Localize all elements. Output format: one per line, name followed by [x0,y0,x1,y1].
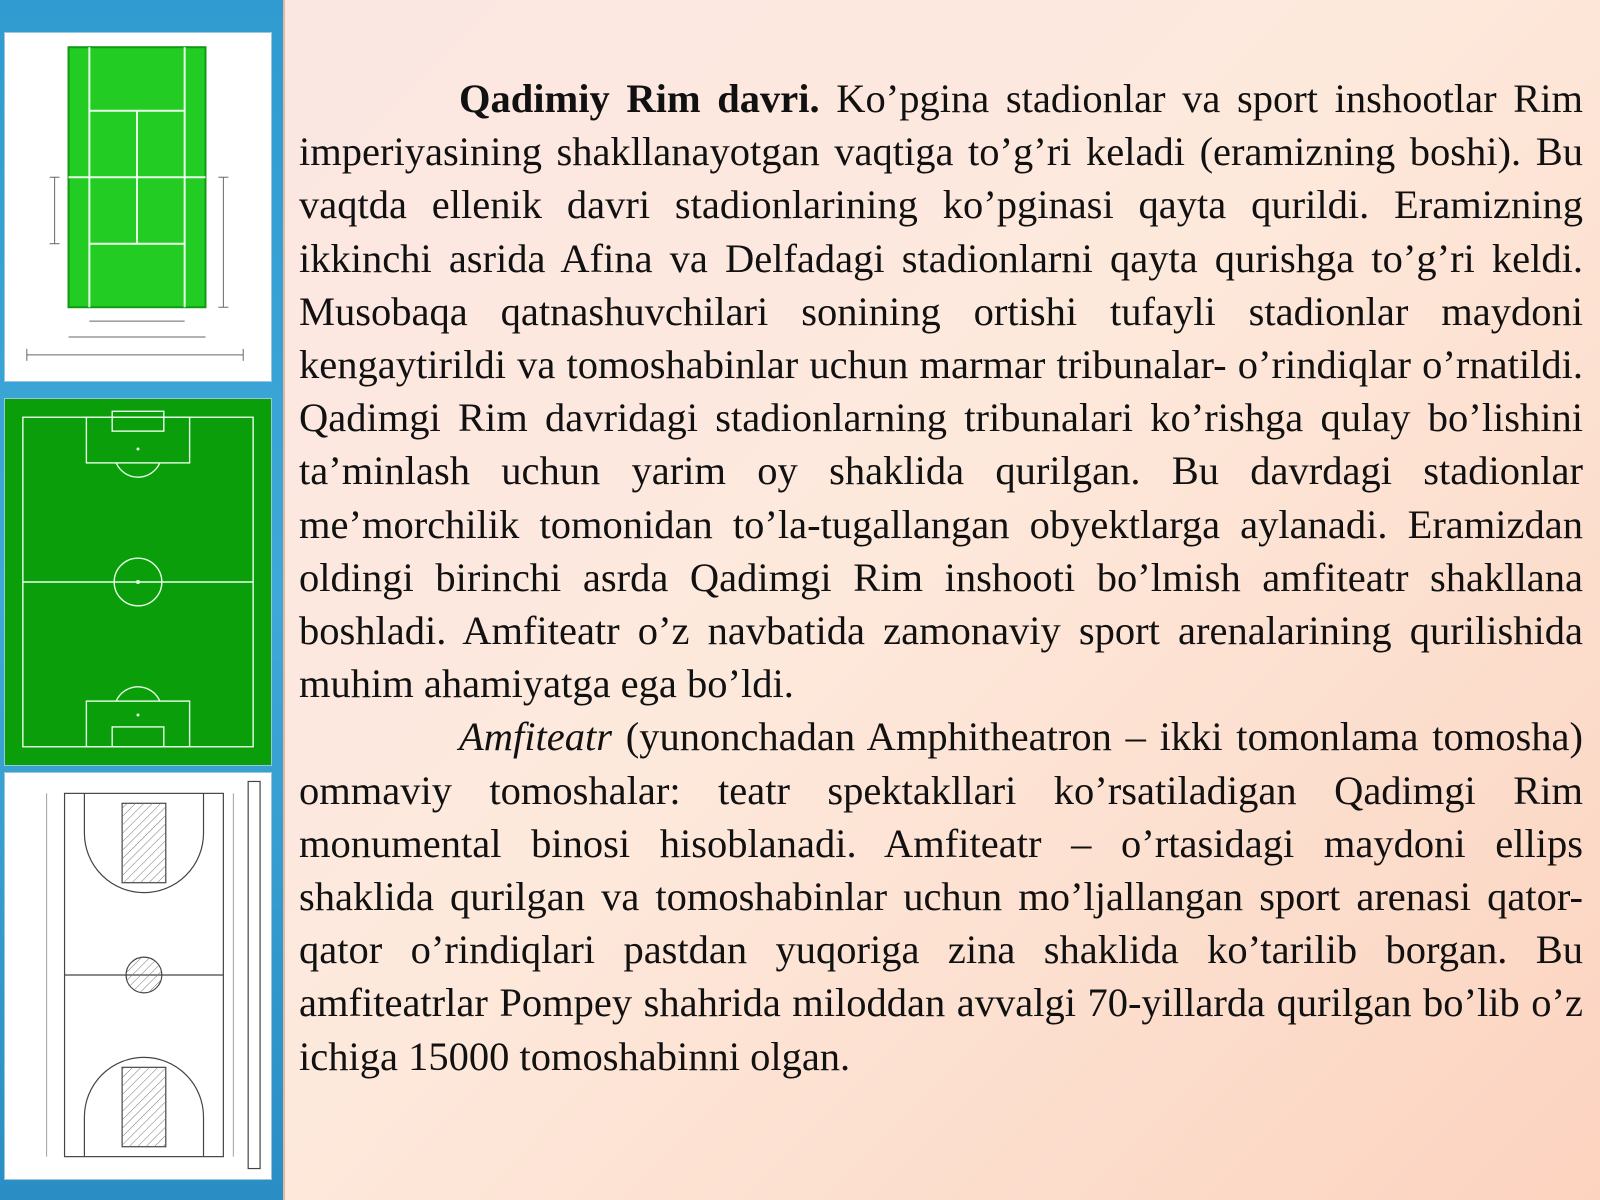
slide-text-block [299,72,1583,1083]
paragraph-roman-period [299,72,1583,710]
paragraph-roman-period-text: Ko’pgina stadionlar va sport inshootlar Rim imperiyasining shakllanayotgan vaqtiga to’g’ri keladi (eramizning boshi). Bu vaqtda ellenik davri stadionlarining ko’pginasi qayta qurildi. Eramizning ikkinchi asrida Afina va Delfadagi stadionlarni qayta qurishga to’g’ri keldi. Musobaqa qatnashuvchilari sonining ortishi tufayli stadionlar maydoni kengaytirildi va tomoshabinlar uchun marmar tribunalar- o’rindiqlar o’rnatildi. Qadimgi Rim davridagi stadionlarning tribunalari ko’rishga qulay bo’lishini ta’minlash uchun yarim oy shaklida qurilgan. Bu davrdagi stadionlar me’morchilik tomonidan to’la-tugallangan obyektlarga aylanadi. Eramizdan oldingi birinchi asrda Qadimgi Rim inshooti bo’lmish amfiteatr shakllana boshladi. Amfiteatr o’z navbatida zamonaviy sport arenalarining qurilishida muhim ahamiyatga ega bo’ldi. [299,76,1583,707]
paragraph-amphitheatre-text: (yunonchadan Amphitheatron – ikki tomonlama tomosha) ommaviy tomoshalar: teatr spektakllari ko’rsatiladigan Qadimgi Rim monumental binosi hisoblanadi. Amfiteatr – o’rtasidagi maydoni ellips shaklida qurilgan va tomoshabinlar uchun mo’ljallangan sport arenasi qator- qator o’rindiqlari pastdan yuqoriga zina shaklida ko’tarilib borgan. Bu amfiteatrlar Pompey shahrida miloddan avvalgi 70-yillarda qurilgan bo’lib o’z ichiga 15000 tomoshabinni olgan. [299,714,1583,1079]
tennis-court-diagram [4,32,272,382]
paragraph-amphitheatre [299,710,1583,1082]
heading-roman-period: Qadimiy Rim davri. [459,76,820,121]
basketball-court-diagram [4,772,272,1180]
term-amphitheatre: Amfiteatr [459,714,612,760]
football-field-diagram [4,398,272,766]
